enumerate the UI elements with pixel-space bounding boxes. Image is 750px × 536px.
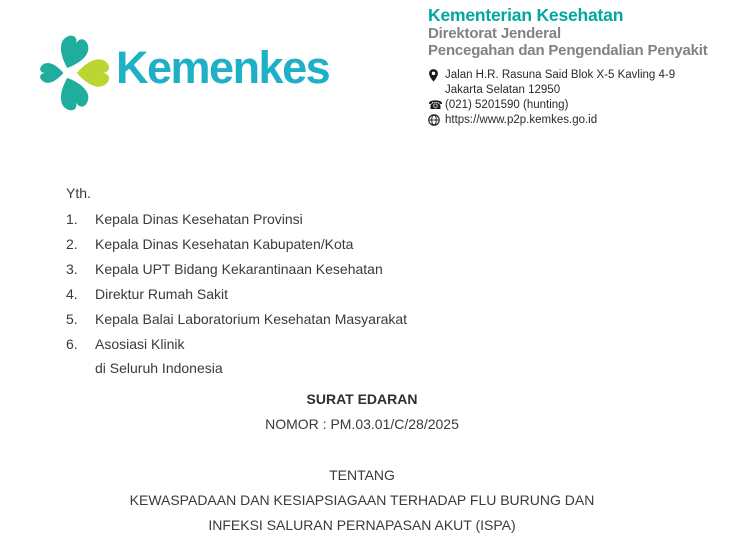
phone-row (428, 98, 738, 113)
recipient-number: 5. (66, 311, 78, 327)
globe-icon (428, 113, 445, 126)
about-label: TENTANG (329, 467, 395, 483)
letterhead-right (428, 5, 738, 128)
recipient-number: 3. (66, 261, 78, 277)
website-url: https://www.p2p.kemkes.go.id (445, 114, 598, 126)
recipient-number: 4. (66, 286, 78, 302)
doc-number: NOMOR : PM.03.01/C/28/2025 (265, 416, 459, 432)
directorate-line1: Direktorat Jenderal (428, 25, 561, 42)
recipient-label: Direktur Rumah Sakit (95, 286, 229, 302)
kemenkes-logo-icon (27, 27, 115, 115)
recipient-number: 2. (66, 236, 78, 252)
directorate-line2: Pencegahan dan Pengendalian Penyakit (428, 42, 708, 59)
recipient-label: Kepala Dinas Kesehatan Provinsi (95, 211, 303, 227)
recipient-item (66, 311, 626, 328)
recipient-scope: di Seluruh Indonesia (95, 360, 223, 376)
recipient-number: 1. (66, 211, 78, 227)
ministry-name: Kementerian Kesehatan (428, 5, 624, 25)
recipient-label: Kepala Dinas Kesehatan Kabupaten/Kota (95, 236, 354, 252)
recipient-label: Kepala Balai Laboratorium Kesehatan Masyarakat (95, 311, 408, 327)
recipient-number: 6. (66, 336, 78, 352)
address-row (428, 68, 738, 98)
recipient-label: Asosiasi Klinik (95, 336, 185, 352)
address-line1: Jalan H.R. Rasuna Said Blok X-5 Kavling 4-9 (445, 69, 676, 81)
address-line2: Jakarta Selatan 12950 (445, 84, 561, 96)
recipient-item (66, 286, 626, 303)
address-block (428, 68, 738, 128)
recipient-item (66, 261, 626, 278)
website-row (428, 113, 738, 128)
salutation: Yth. (66, 185, 91, 201)
phone-icon: ☎ (428, 98, 443, 112)
recipient-item (66, 336, 626, 353)
subject-line1: KEWASPADAAN DAN KESIAPSIAGAAN TERHADAP FLU BURUNG DAN (129, 492, 595, 508)
location-pin-icon (428, 68, 445, 82)
subject-line2: INFEKSI SALURAN PERNAPASAN AKUT (ISPA) (208, 517, 516, 533)
kemenkes-wordmark: Kemenkes (116, 42, 330, 93)
doc-type-title: SURAT EDARAN (306, 391, 418, 407)
recipient-item (66, 236, 626, 253)
recipient-label: Kepala UPT Bidang Kekarantinaan Kesehatan (95, 261, 383, 277)
phone-number: (021) 5201590 (hunting) (445, 99, 569, 111)
recipient-item (66, 211, 626, 228)
